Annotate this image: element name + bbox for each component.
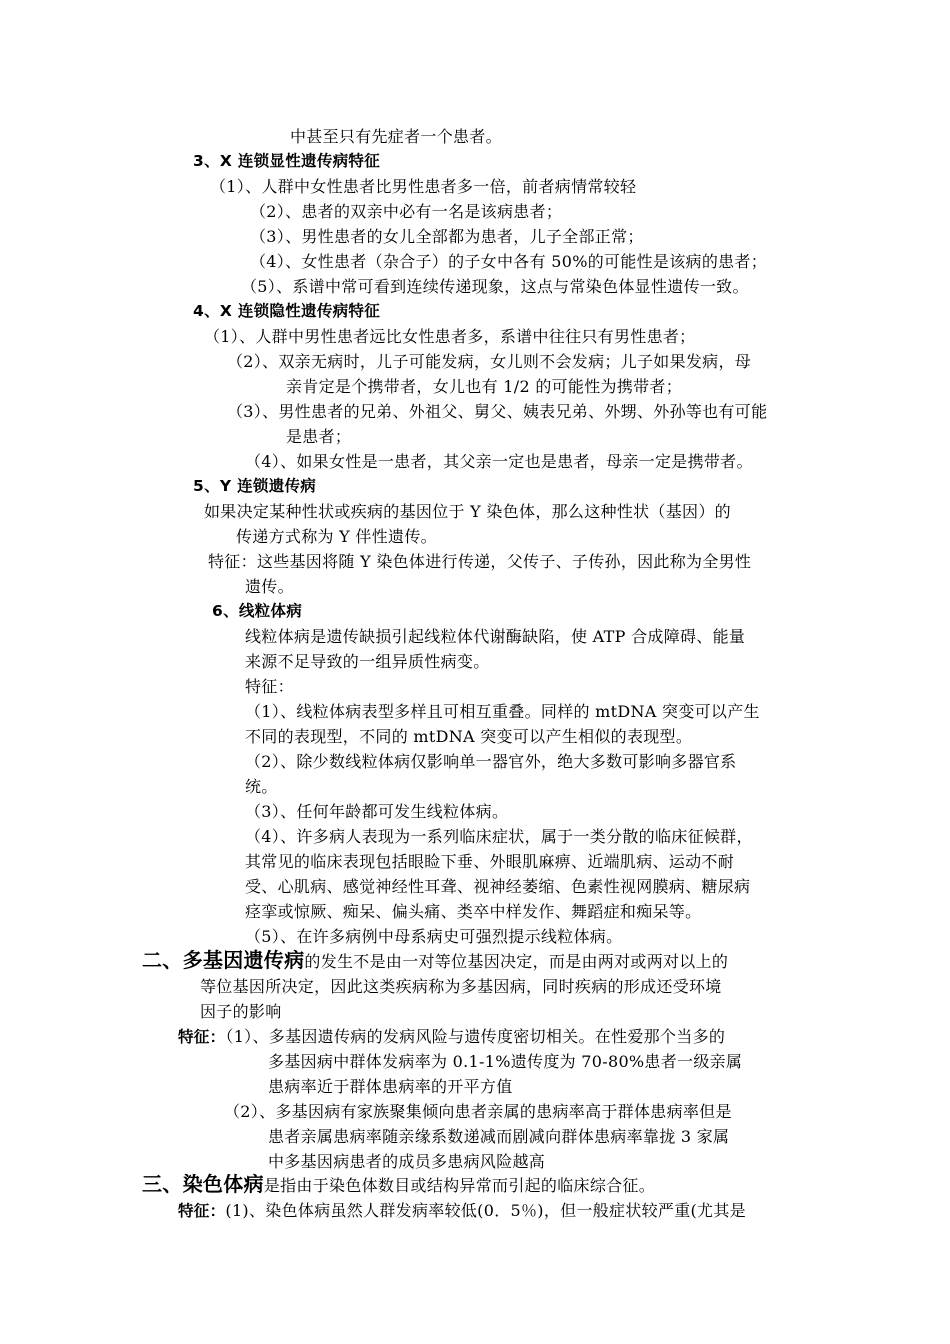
text-line: （5）、在许多病例中母系病史可强烈提示线粒体病。: [245, 927, 623, 946]
text-line: 特征：: [245, 677, 294, 696]
text-line: 如果决定某种性状或疾病的基因位于 Y 染色体，那么这种性状（基因）的: [204, 502, 731, 521]
feature-label: 特征：: [178, 1028, 226, 1046]
text-line: （1）、多基因遗传病的发病风险与遗传度密切相关。在性爱那个当多的: [225, 1027, 726, 1046]
text-line: 是患者；: [286, 427, 352, 446]
text-line: 受、心肌病、感觉神经性耳聋、视神经萎缩、色素性视网膜病、糖尿病: [245, 877, 751, 896]
feature-label: 特征：: [178, 1202, 226, 1220]
text-line: （3）、男性患者的兄弟、外祖父、舅父、姨表兄弟、外甥、外孙等也有可能: [227, 402, 768, 421]
text-line: （4）、如果女性是一患者，其父亲一定也是患者，母亲一定是携带者。: [245, 452, 753, 471]
text-line: 特征：这些基因将随 Y 染色体进行传递，父传子、子传孙，因此称为全男性: [208, 552, 752, 571]
text-line: 亲肯定是个携带者，女儿也有 1/2 的可能性为携带者；: [286, 377, 683, 396]
text-line: （1）、人群中男性患者远比女性患者多，系谱中往往只有男性患者；: [204, 327, 696, 346]
text-line: （3）、男性患者的女儿全部都为患者，儿子全部正常；: [250, 227, 644, 246]
text-line: （2）、患者的双亲中必有一名是该病患者；: [250, 202, 563, 221]
text-line: (1)、染色体病虽然人群发病率较低(0．5％)，但一般症状较严重(尤其是: [225, 1201, 746, 1220]
text-line: （1）、线粒体病表型多样且可相互重叠。同样的 mtDNA 突变可以产生: [245, 702, 760, 721]
text-line: 等位基因所决定，因此这类疾病称为多基因病，同时疾病的形成还受环境: [200, 977, 722, 996]
text-line: （2）、除少数线粒体病仅影响单一器官外，绝大多数可影响多器官系: [245, 752, 737, 771]
text-line: 其常见的临床表现包括眼睑下垂、外眼肌麻痹、近端肌病、运动不耐: [245, 852, 735, 871]
text-line: 中甚至只有先症者一个患者。: [290, 127, 502, 146]
text-line: 多基因病中群体发病率为 0.1-1%遗传度为 70-80%患者一级亲属: [268, 1052, 743, 1071]
text-line: 统。: [245, 777, 278, 796]
text-line: 是指由于染色体数目或结构异常而引起的临床综合征。: [263, 1176, 656, 1195]
chapter-heading: 二、多基因遗传病: [142, 948, 305, 972]
text-line: （2）、多基因病有家族聚集倾向患者亲属的患病率高于群体患病率但是: [224, 1102, 732, 1121]
section-heading: 5、Y 连锁遗传病: [193, 477, 317, 495]
text-line: 线粒体病是遗传缺损引起线粒体代谢酶缺陷，使 ATP 合成障碍、能量: [245, 627, 746, 646]
text-line: 患病率近于群体患病率的开平方值: [268, 1077, 513, 1096]
text-line: 不同的表现型，不同的 mtDNA 突变可以产生相似的表现型。: [245, 727, 693, 746]
text-line: 因子的影响: [200, 1002, 282, 1021]
text-line: 患者亲属患病率随亲缘系数递减而剧减向群体患病率靠拢 3 家属: [268, 1127, 730, 1146]
text-line: （4）、许多病人表现为一系列临床症状，属于一类分散的临床征候群，: [245, 827, 753, 846]
section-heading: 4、X 连锁隐性遗传病特征: [193, 302, 381, 320]
text-line: （5）、系谱中常可看到连续传递现象，这点与常染色体显性遗传一致。: [241, 277, 749, 296]
section-heading: 6、线粒体病: [212, 602, 303, 620]
section-heading: 3、X 连锁显性遗传病特征: [193, 152, 381, 170]
text-line: 中多基因病患者的成员多患病风险越高: [268, 1152, 546, 1171]
text-line: （1）、人群中女性患者比男性患者多一倍，前者病情常较轻: [210, 177, 637, 196]
text-line: 的发生不是由一对等位基因决定，而是由两对或两对以上的: [304, 952, 729, 971]
text-line: 来源不足导致的一组异质性病变。: [245, 652, 490, 671]
text-line: 痉挛或惊厥、痴呆、偏头痛、类卒中样发作、舞蹈症和痴呆等。: [245, 902, 702, 921]
text-line: （3）、任何年龄都可发生线粒体病。: [245, 802, 509, 821]
text-line: （2）、双亲无病时，儿子可能发病，女儿则不会发病；儿子如果发病，母: [227, 352, 752, 371]
chapter-heading: 三、染色体病: [142, 1172, 264, 1196]
text-line: 传递方式称为 Y 伴性遗传。: [236, 527, 437, 546]
text-line: （4）、女性患者（杂合子）的子女中各有 50%的可能性是该病的患者；: [250, 252, 768, 271]
text-line: 遗传。: [245, 577, 294, 596]
